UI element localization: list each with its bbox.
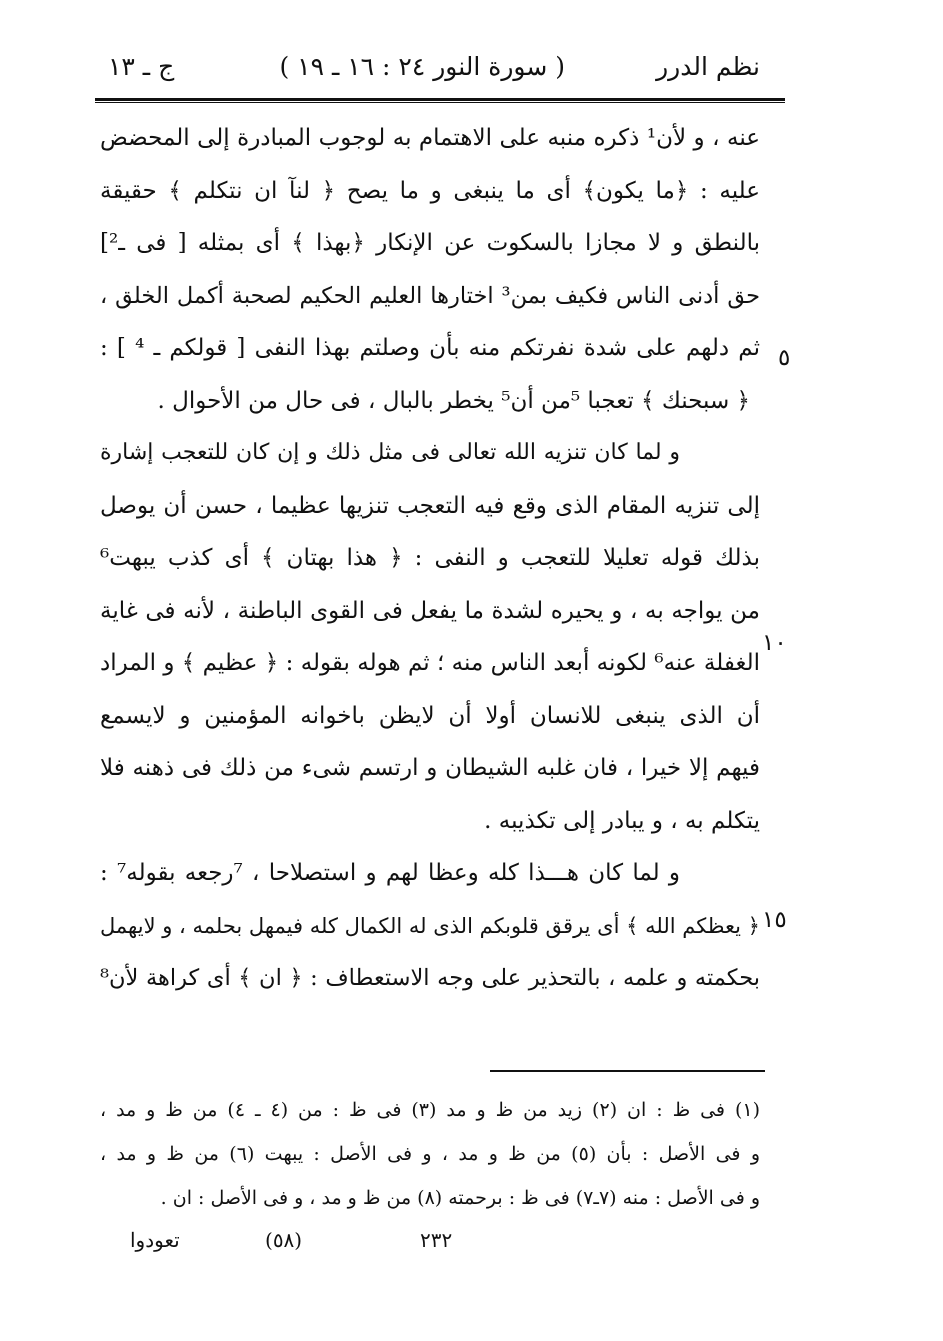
line-number-15: ١٥: [762, 907, 787, 933]
text-line: بحكمته و علمه ، بالتحذير على وجه الاستعطاف : ﴿ ان ﴾ أى كراهة لأن⁸: [100, 965, 760, 991]
header-sura-reference: ( سورة النور ٢٤ : ١٦ ـ ١٩ ): [279, 52, 565, 81]
footnotes: [100, 1088, 760, 1220]
text-line: بالنطق و لا مجازا بالسكوت عن الإنكار ﴿بهذا ﴾ أى بمثله [ فى ـ²]: [100, 230, 760, 256]
signature-mark: (٥٨): [265, 1228, 303, 1252]
header-rule-thin: [95, 102, 785, 103]
line-number-5: ٥: [778, 345, 791, 371]
footnote-line: و فى الأصل : منه (٧ـ٧) فى ظ : برحمته (٨) من ظ و مد ، و فى الأصل : ان .: [160, 1187, 760, 1209]
text-line: إلى تنزيه المقام الذى وقع فيه التعجب تنزيها عظيما ، حسن أن يوصل: [100, 492, 760, 519]
text-line: فيهم إلا خيرا ، فان غلبه الشيطان و ارتسم شىء من ذلك فى ذهنه فلا: [100, 755, 760, 781]
text-line: ثم دلهم على شدة نفرتكم منه بأن وصلتم بهذا النفى [ قولكم ـ ⁴ ] :: [100, 335, 760, 361]
line-number-10: ١٠: [762, 630, 787, 656]
text-line: عنه ، و لأن¹ ذكره منبه على الاهتمام به لوجوب المبادرة إلى المحضض: [100, 125, 760, 151]
catchword: تعودوا: [130, 1228, 180, 1252]
footnote-line: (١) فى ظ : ان (٢) زيد من ظ و مد (٣) فى ظ : من (٤ ـ ٤) من ظ و مد ،: [100, 1099, 760, 1121]
text-line: ﴿ يعظكم الله ﴾ أى يرقق قلوبكم الذى له الكمال كله فيمهل بحلمه ، و لايهمل: [100, 913, 760, 938]
text-line: و لما كان تنزيه الله تعالى فى مثل ذلك و إن كان للتعجب إشارة: [100, 440, 680, 465]
text-line: و لما كان هـــذا كله وعظا لهم و استصلاحا ، ⁷رجعه بقوله⁷ :: [100, 860, 680, 886]
footnote-rule: [490, 1070, 765, 1072]
text-line: أن الذى ينبغى للانسان أولا أن لايظن باخوانه المؤمنين و لايسمع: [100, 702, 760, 729]
header-book-title: نظم الدرر: [656, 52, 760, 81]
text-line: من يواجه به ، و يحيره لشدة ما يفعل فى القوى الباطنة ، لأنه فى غاية: [100, 597, 760, 624]
main-text: [100, 112, 760, 1005]
text-line: بذلك قوله تعليلا للتعجب و النفى : ﴿ هذا بهتان ﴾ أى كذب يبهت⁶: [100, 545, 760, 571]
header-rule: [95, 98, 785, 101]
text-line: ﴿ سبحنك ﴾ تعجبا ⁵من أن⁵ يخطر بالبال ، فى حال من الأحوال .: [157, 387, 750, 414]
footnote-line: و فى الأصل : بأن (٥) من ظ و مد ، و فى الأصل : يبهت (٦) من ظ و مد ،: [100, 1143, 761, 1165]
page-footer: [100, 1228, 760, 1268]
text-line: الغفلة عنه⁶ لكونه أبعد الناس منه ؛ ثم هوله بقوله : ﴿ عظيم ﴾ و المراد: [100, 650, 760, 676]
text-line: يتكلم به ، و يبادر إلى تكذيبه .: [484, 807, 760, 834]
text-line: حق أدنى الناس فكيف بمن³ اختارها العليم الحكيم لصحبة أكمل الخلق ،: [100, 282, 760, 309]
header-volume: ج ـ ١٣: [108, 52, 175, 81]
running-header: [100, 48, 760, 92]
page-number: ٢٣٢: [420, 1228, 453, 1252]
text-line: عليه : ﴿ما يكون﴾ أى ما ينبغى و ما يصح ﴿ لنآ ان نتكلم ﴾ حقيقة: [100, 177, 760, 204]
